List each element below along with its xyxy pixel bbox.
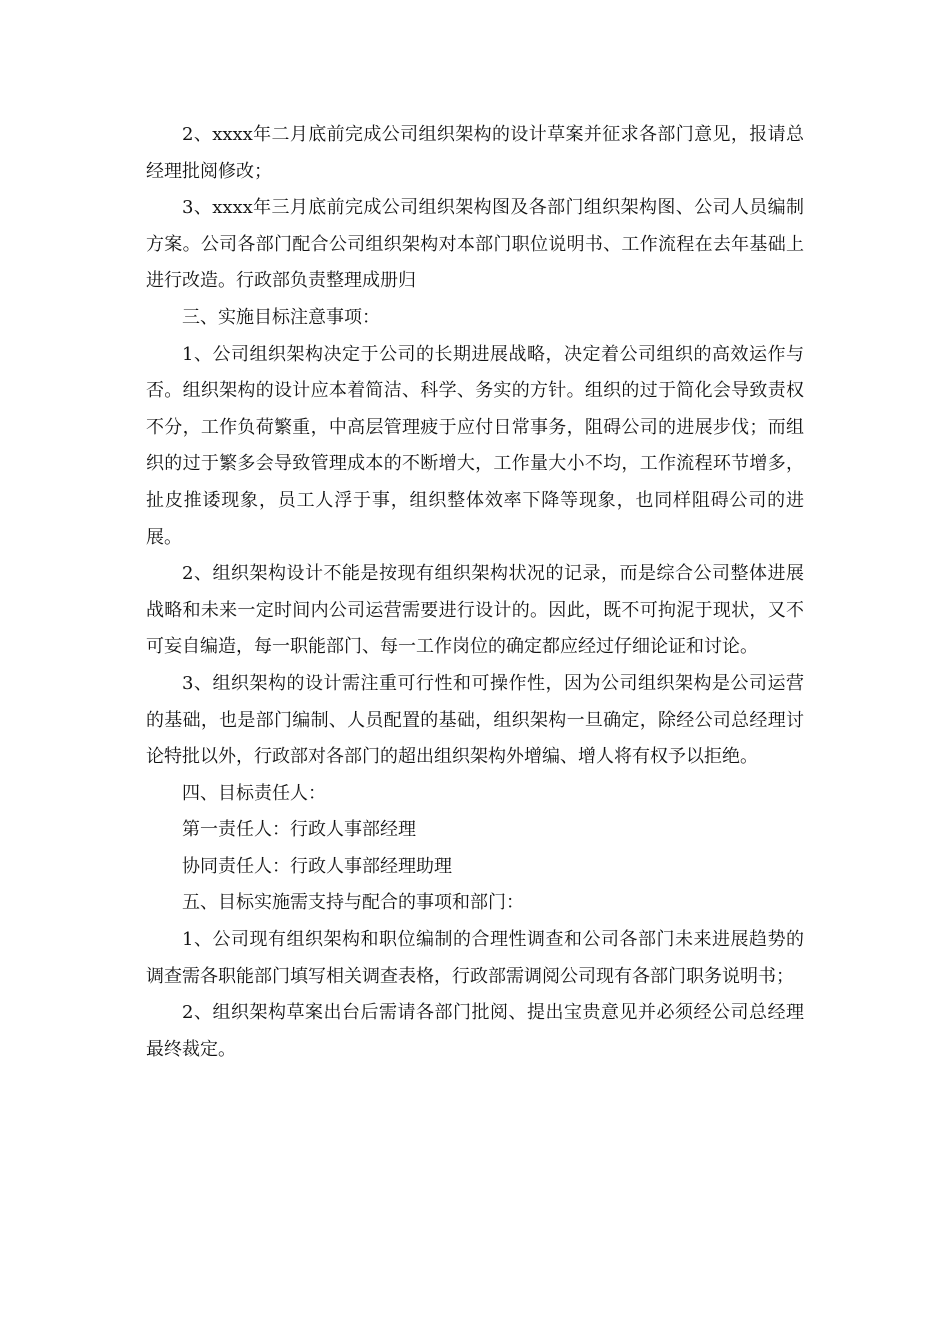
paragraph-note-2: 2、组织架构设计不能是按现有组织架构状况的记录，而是综合公司整体进展战略和未来一定时间内公司运营需要进行设计的。因此，既不可拘泥于现状，又不可妄自编造，每一职能部门、每一工作岗位的确定都应经过仔细论证和讨论。 <box>146 563 804 658</box>
paragraph-note-1: 1、公司组织架构决定于公司的长期进展战略，决定着公司组织的高效运作与否。组织架构的设计应本着简洁、科学、务实的方针。组织的过于简化会导致责权不分，工作负荷繁重，中高层管理疲于应付日常事务，阻碍公司的进展步伐；而组织的过于繁多会导致管理成本的不断增大，工作量大小不均，工作流程环节增多，扯皮推诿现象，员工人浮于事，组织整体效率下降等现象，也同样阻碍公司的进展。 <box>146 343 804 548</box>
paragraph-item-3-chart: 3、xxxx年三月底前完成公司组织架构图及各部门组织架构图、公司人员编制方案。公司各部门配合公司组织架构对本部门职位说明书、工作流程在去年基础上进行改造。行政部负责整理成册归 <box>146 197 804 292</box>
section-heading-notes: 三、实施目标注意事项： <box>182 306 380 328</box>
section-heading-responsible: 四、目标责任人： <box>182 782 326 804</box>
section-heading-support: 五、目标实施需支持与配合的事项和部门： <box>182 892 524 914</box>
paragraph-support-2: 2、组织架构草案出台后需请各部门批阅、提出宝贵意见并必须经公司总经理最终裁定。 <box>146 1002 804 1060</box>
paragraph-first-responsible: 第一责任人：行政人事部经理 <box>182 819 416 841</box>
paragraph-note-3: 3、组织架构的设计需注重可行性和可操作性，因为公司组织架构是公司运营的基础，也是部门编制、人员配置的基础，组织架构一旦确定，除经公司总经理讨论特批以外，行政部对各部门的超出组织架构外增编、增人将有权予以拒绝。 <box>146 672 804 768</box>
paragraph-co-responsible: 协同责任人：行政人事部经理助理 <box>182 855 452 877</box>
paragraph-support-1: 1、公司现有组织架构和职位编制的合理性调查和公司各部门未来进展趋势的调查需各职能部门填写相关调查表格，行政部需调阅公司现有各部门职务说明书； <box>146 929 804 987</box>
paragraph-item-2-draft: 2、xxxx年二月底前完成公司组织架构的设计草案并征求各部门意见，报请总经理批阅修改； <box>146 124 804 182</box>
